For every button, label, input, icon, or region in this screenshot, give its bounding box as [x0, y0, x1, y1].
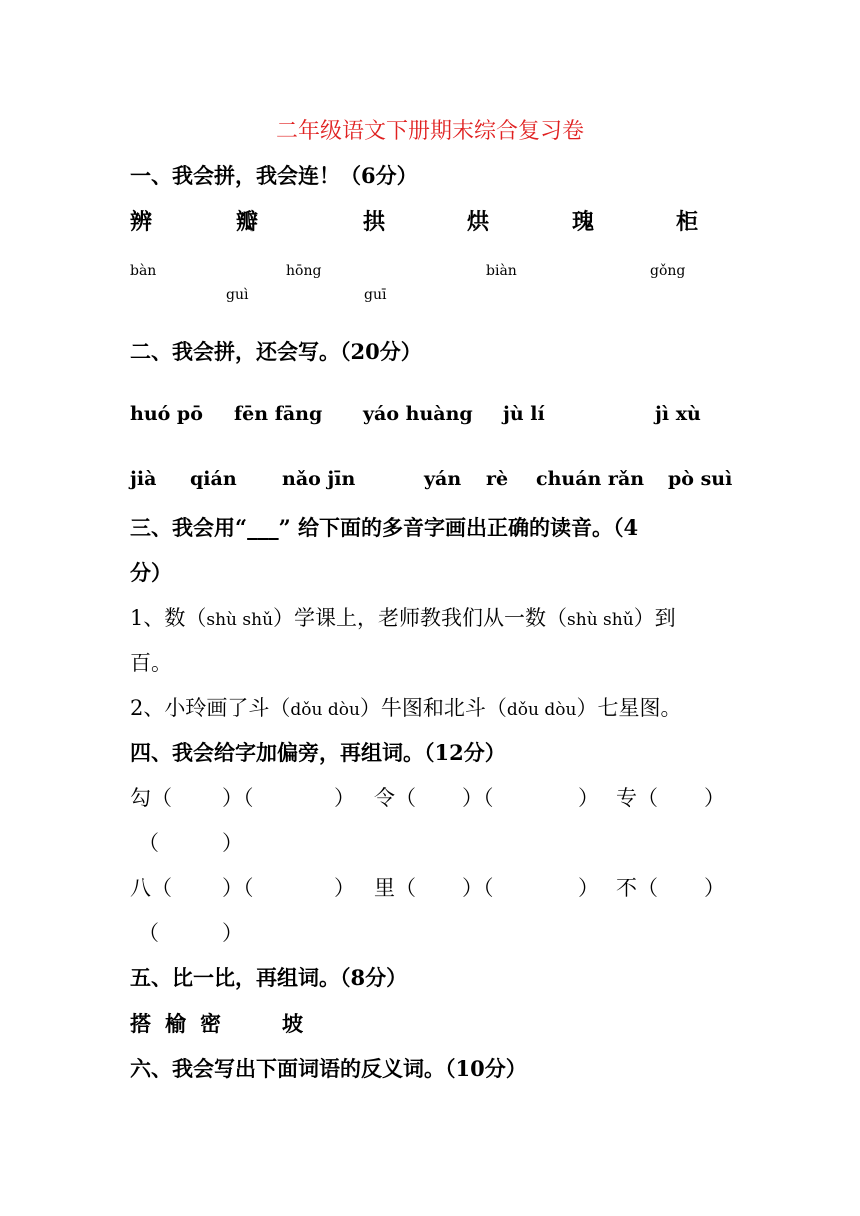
pinyin-word: pò suì — [668, 468, 733, 490]
radical-item: 勾（ — [130, 786, 172, 810]
pinyin-word: jì xù — [655, 403, 701, 425]
pinyin-choice[interactable]: shù shǔ — [206, 610, 274, 630]
compare-char: 榆 — [165, 1011, 186, 1036]
answer-blank[interactable]: ）（ — [222, 786, 254, 810]
radical-item: 不（ — [616, 876, 658, 900]
answer-blank[interactable]: ）（ — [462, 786, 494, 810]
answer-blank[interactable]: ） — [578, 786, 599, 810]
pinyin-option: gǒng — [650, 263, 686, 279]
pinyin-choice[interactable]: dǒu dòu — [290, 700, 360, 720]
question-3-2 — [130, 692, 681, 722]
radical-item: 专（ — [616, 786, 658, 810]
pinyin-word: fēn fāng — [234, 403, 323, 425]
question-3-1 — [130, 602, 676, 632]
pinyin-word: rè — [486, 468, 509, 490]
char-3: 拱 — [363, 209, 386, 235]
answer-blank[interactable]: ）（ — [222, 876, 254, 900]
pinyin-word: yáo huàng — [363, 403, 473, 425]
question-text: 1、数（ — [130, 606, 207, 630]
answer-blank[interactable]: （ — [138, 831, 159, 855]
answer-blank[interactable]: ） — [334, 786, 355, 810]
answer-blank[interactable]: ） — [222, 831, 243, 855]
pinyin-choice[interactable]: dǒu dòu — [506, 700, 577, 720]
radical-item: 令（ — [374, 786, 416, 810]
section-4-heading: 四、我会给字加偏旁，再组词。（12分） — [130, 740, 506, 765]
answer-blank[interactable]: ） — [578, 876, 599, 900]
pinyin-option: biàn — [486, 263, 517, 279]
section-6-heading: 六、我会写出下面词语的反义词。（10分） — [130, 1056, 527, 1081]
question-text: ）牛图和北斗（ — [359, 696, 507, 720]
pinyin-word: huó pō — [130, 403, 203, 425]
question-text: 2、小玲画了斗（ — [130, 696, 291, 720]
pinyin-word: jù lí — [503, 403, 545, 425]
section-2-heading: 二、我会拼，还会写。（20分） — [130, 339, 422, 364]
char-5: 瑰 — [572, 209, 595, 235]
compare-char: 搭 — [130, 1011, 151, 1036]
question-text: ）到 — [633, 606, 676, 630]
question-3-1-cont: 百。 — [130, 651, 172, 675]
char-2: 瓣 — [236, 209, 259, 235]
answer-blank[interactable]: ） — [704, 786, 725, 810]
question-text: ）七星图。 — [576, 696, 682, 720]
section-3-heading-cont: 分） — [130, 560, 172, 585]
compare-char: 坡 — [282, 1011, 303, 1036]
char-6: 柜 — [676, 209, 699, 235]
pinyin-option: hōng — [286, 263, 322, 279]
pinyin-word: nǎo jīn — [282, 468, 356, 490]
pinyin-word: qián — [190, 468, 237, 490]
pinyin-choice[interactable]: shù shǔ — [567, 610, 634, 630]
radical-item: 八（ — [130, 876, 172, 900]
answer-blank[interactable]: （ — [138, 921, 159, 945]
pinyin-word: jià — [130, 468, 157, 490]
section-1-heading: 一、我会拼，我会连！（6分） — [130, 163, 418, 188]
pinyin-option: guì — [226, 287, 249, 303]
char-1: 辨 — [130, 209, 153, 235]
section-3-heading: 三、我会用“___” 给下面的多音字画出正确的读音。（4 — [130, 515, 639, 540]
answer-blank[interactable]: ） — [334, 876, 355, 900]
char-4: 烘 — [467, 209, 490, 235]
answer-blank[interactable]: ） — [222, 921, 243, 945]
answer-blank[interactable]: ）（ — [462, 876, 494, 900]
pinyin-word: chuán rǎn — [536, 468, 645, 490]
answer-blank[interactable]: ） — [704, 876, 725, 900]
pinyin-option: guī — [364, 287, 387, 303]
document-title: 二年级语文下册期末综合复习卷 — [275, 119, 584, 144]
compare-char: 密 — [200, 1011, 221, 1036]
pinyin-word: yán — [424, 468, 462, 490]
question-text: ）学课上，老师教我们从一数（ — [273, 606, 568, 630]
radical-item: 里（ — [374, 876, 416, 900]
section-5-heading: 五、比一比，再组词。（8分） — [130, 965, 408, 990]
pinyin-option: bàn — [130, 263, 157, 279]
